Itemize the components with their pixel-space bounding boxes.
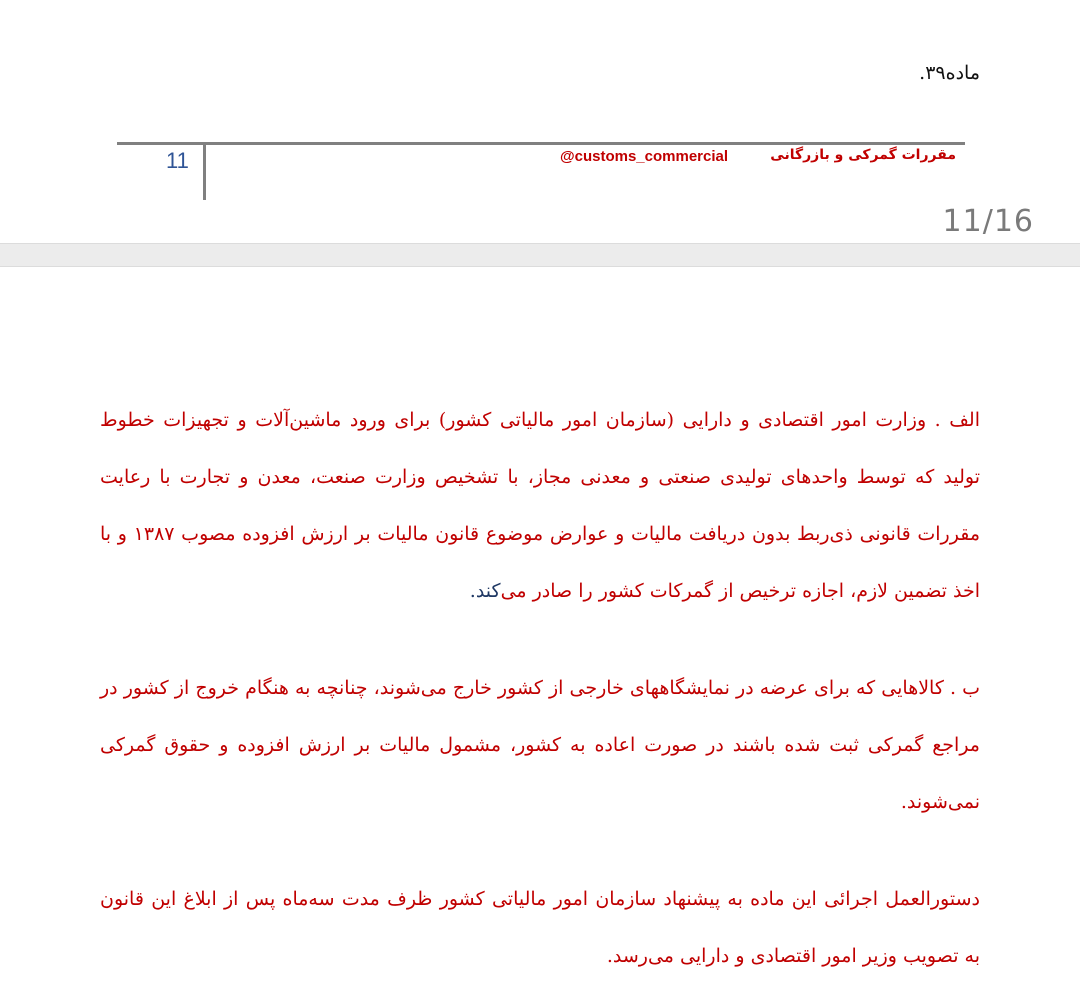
paragraph-be: ب . کالاهایی که برای عرضه در نمایشگاههای خارجی از کشور خارج می‌شوند، چنانچه به هنگام خروج از کشور در مراجع گمرکی ثبت شده باشند در صورت اعاده به کشور، مشمول مالیات بر ارزش افزوده و حقوق گمرکی نمی‌شوند. [100, 677, 980, 813]
paragraph-alef-text: الف . وزارت امور اقتصادی و دارایی (سازمان امور مالیاتی کشور) برای ورود ماشین‌آلات و تجهیزات خطوط تولید که توسط واحدهای تولیدی صنعتی و معدنی مجاز، با تشخیص وزارت صنعت، معدن و تجارت با رعایت مقررات قانونی ذی‌ربط بدون دریافت مالیات و عوارض موضوع قانون مالیات بر ارزش افزوده مصوب ۱۳۸۷ و با اخذ تضمین لازم، اجازه ترخیص از گمرکات کشور را صادر می‌ [100, 409, 980, 602]
paragraph-alef-tail: کند. [469, 580, 501, 602]
footer-page-number: 11 [166, 148, 189, 173]
footer-vertical-rule [203, 142, 206, 200]
paragraph-dastur: دستورالعمل اجرائی این ماده به پیشنهاد سازمان امور مالیاتی کشور ظرف مدت سه‌ماه پس از ابلاغ این قانون به تصویب وزیر امور اقتصادی و دارایی می‌رسد. [100, 888, 980, 967]
footer-channel-handle: @customs_commercial [560, 148, 729, 165]
page-separator [0, 243, 1080, 267]
paragraph-gap [100, 831, 980, 871]
previous-page-bottom [0, 0, 1080, 245]
footer-document-title: مقررات گمرکی و بازرگانی [770, 147, 956, 163]
footer-horizontal-rule [117, 142, 965, 145]
paragraph-gap [100, 620, 980, 660]
paragraph-alef [100, 392, 980, 620]
article-label: ماده۳۹. [919, 62, 980, 84]
page-content [100, 392, 980, 985]
page-indicator: 11/16 [942, 204, 1034, 239]
